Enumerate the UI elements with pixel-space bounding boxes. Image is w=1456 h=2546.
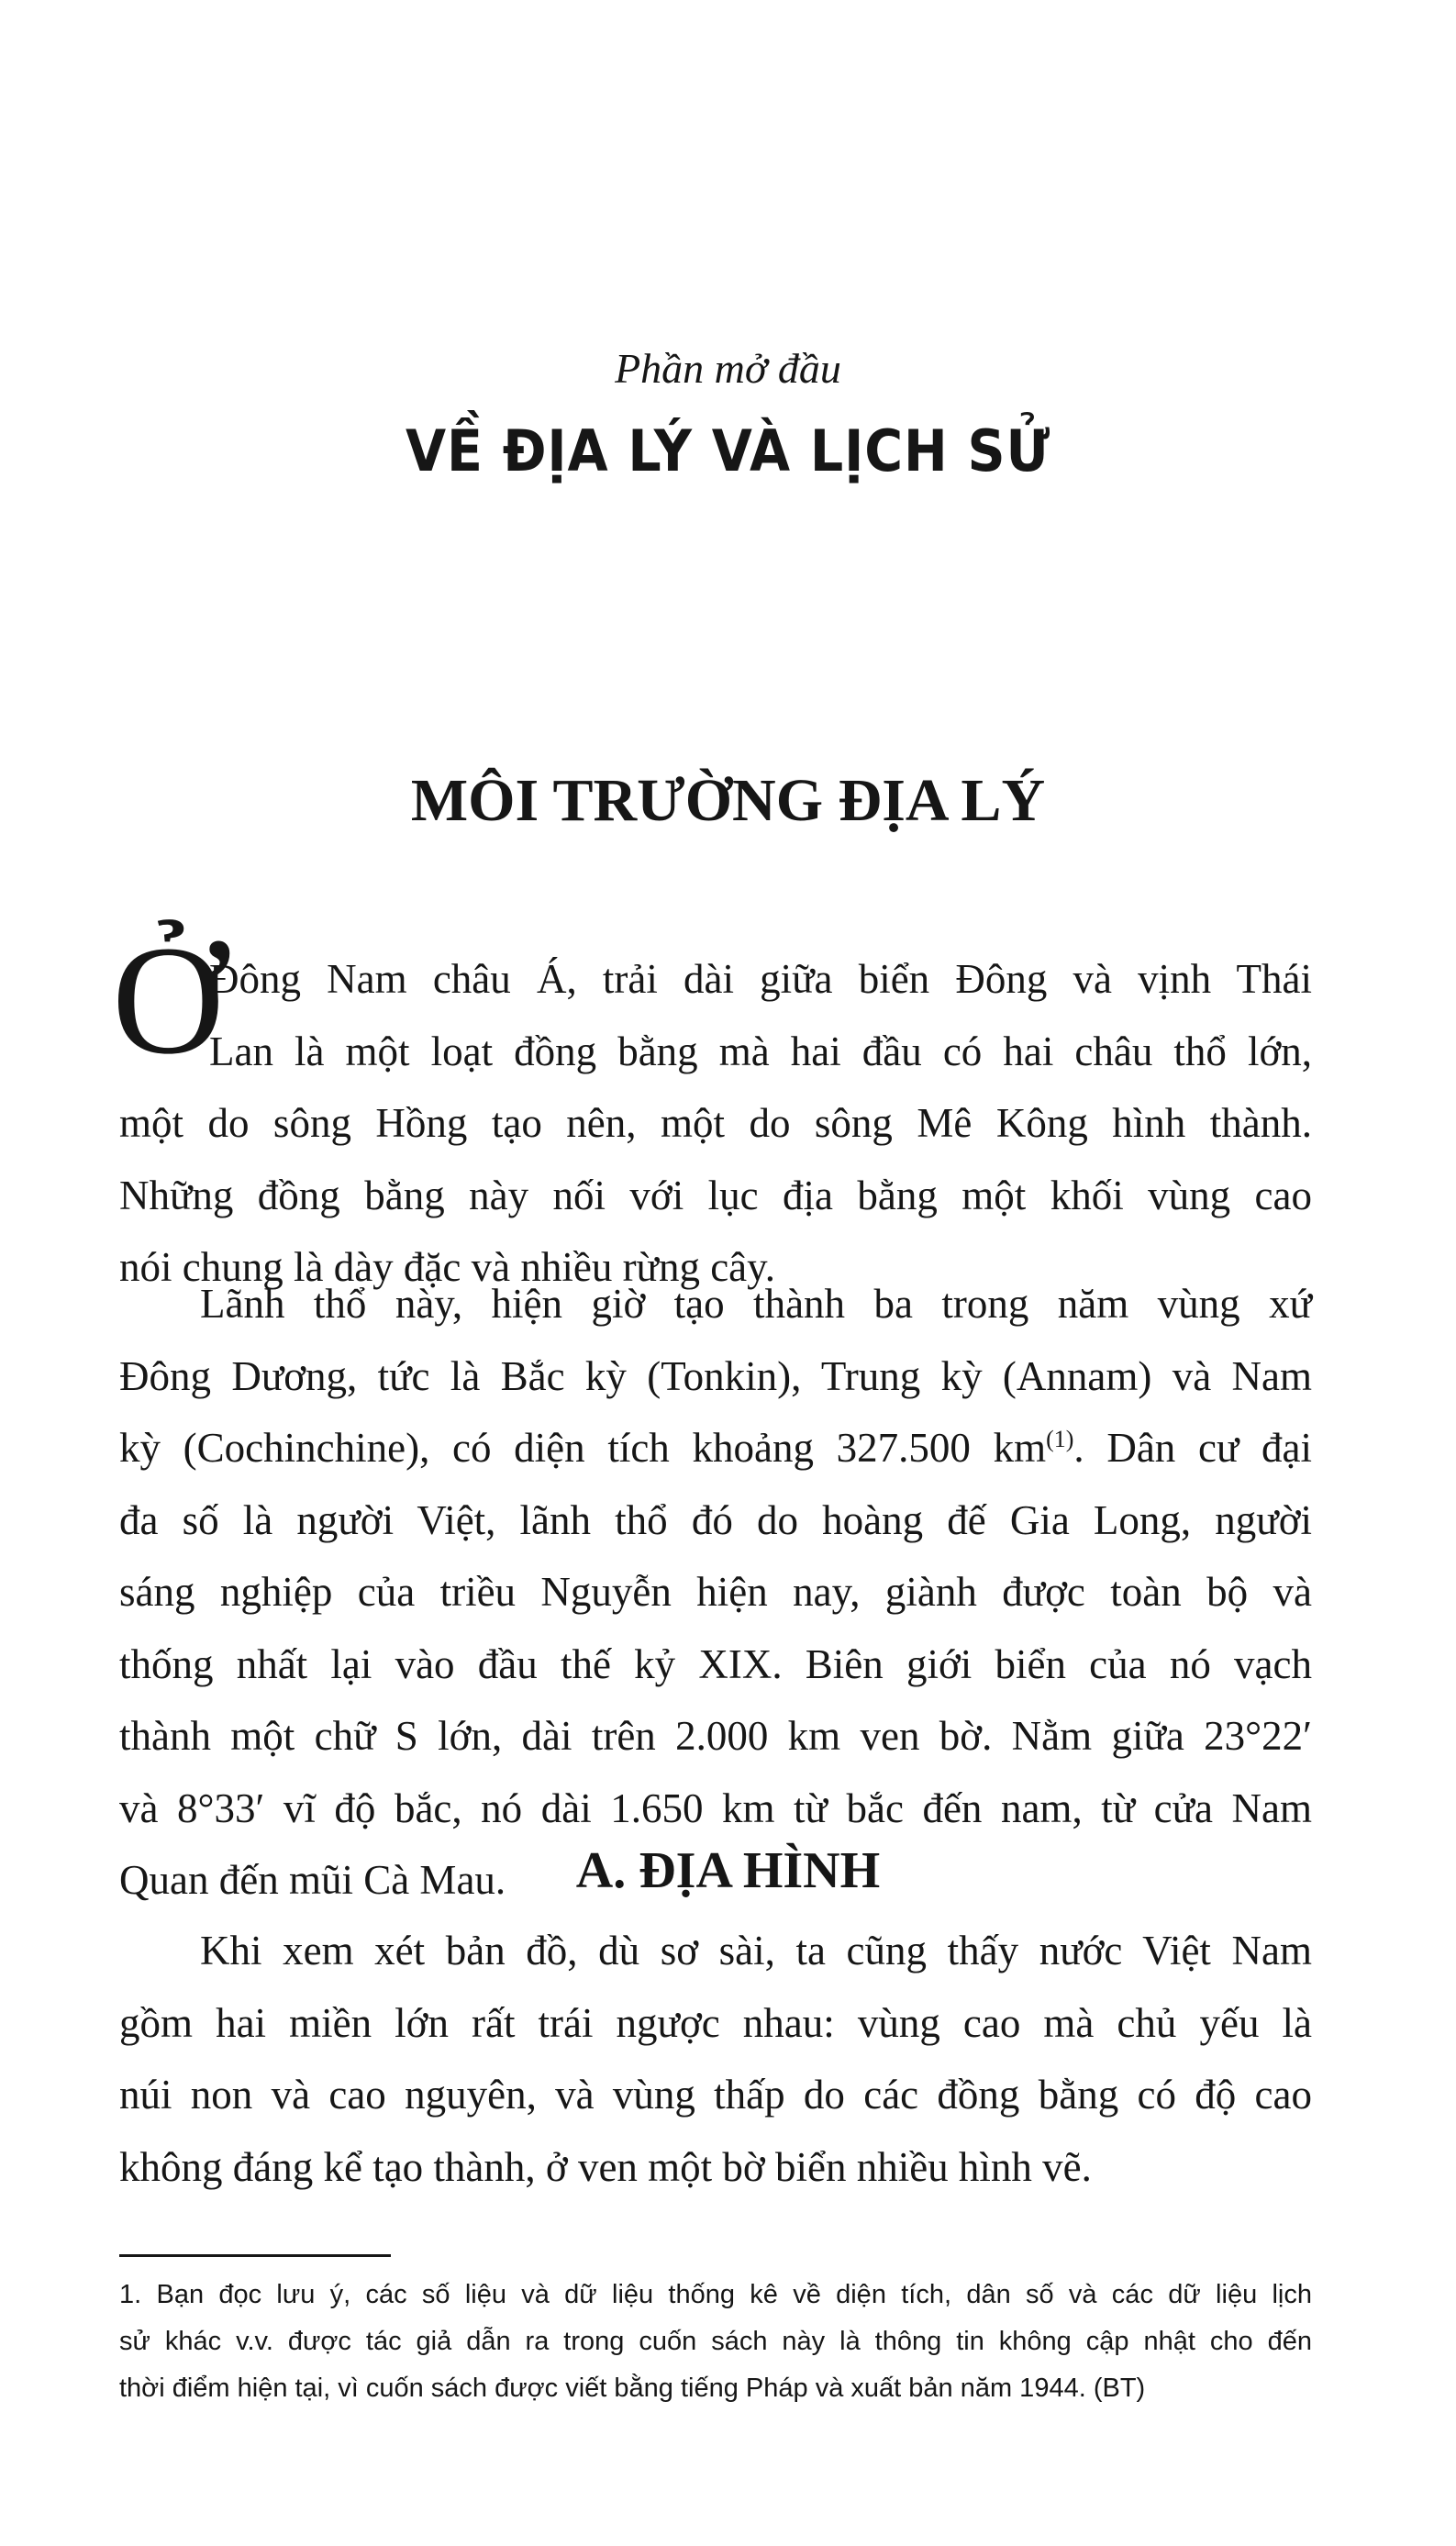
drop-cap: Ở bbox=[112, 914, 225, 1086]
footnote bbox=[119, 2272, 1312, 2412]
paragraph-1-line: một do sông Hồng tạo nên, một do sông Mê Kông hình thành. bbox=[119, 1100, 1312, 1146]
section-a-line: Khi xem xét bản đồ, dù sơ sài, ta cũng thấy nước Việt Nam bbox=[200, 1928, 1312, 1973]
section-a-title: A. ĐỊA HÌNH bbox=[575, 1842, 881, 1899]
footnote-reference: (1) bbox=[1046, 1426, 1074, 1452]
paragraph-1-line: Những đồng bằng này nối với lục địa bằng một khối vùng cao bbox=[119, 1172, 1312, 1218]
paragraph-2-line: Lãnh thổ này, hiện giờ tạo thành ba trong năm vùng xứ bbox=[200, 1281, 1312, 1327]
chapter-title: MÔI TRƯỜNG ĐỊA LÝ bbox=[410, 767, 1046, 834]
paragraph-2-line: đa số là người Việt, lãnh thổ đó do hoàng đế Gia Long, người bbox=[119, 1496, 1312, 1543]
footnote-line: sử khác v.v. được tác giả dẫn ra trong cuốn sách này là thông tin không cập nhật cho đến bbox=[119, 2327, 1312, 2356]
paragraph-1 bbox=[119, 943, 1312, 1304]
paragraph-1-line: Đông Nam châu Á, trải dài giữa biển Đông và vịnh Thái bbox=[209, 956, 1312, 1002]
footnote-line: thời điểm hiện tại, vì cuốn sách được viết bằng tiếng Pháp và xuất bản năm 1944. (BT) bbox=[119, 2374, 1146, 2403]
section-a-line: gồm hai miền lớn rất trái ngược nhau: vùng cao mà chủ yếu là bbox=[119, 1999, 1312, 2046]
footnote-line: 1. Bạn đọc lưu ý, các số liệu và dữ liệu thống kê về diện tích, dân số và các dữ liệu lịch bbox=[119, 2280, 1312, 2309]
paragraph-2-line-text: kỳ (Cochinchine), có diện tích khoảng 327.500 km bbox=[119, 1425, 1047, 1471]
paragraph-2-line-tail: . Dân cư đại bbox=[1073, 1425, 1313, 1471]
paragraph-2-line: và 8°33′ vĩ độ bắc, nó dài 1.650 km từ bắc đến nam, từ cửa Nam bbox=[119, 1784, 1312, 1831]
section-a-paragraph bbox=[119, 1915, 1312, 2203]
section-a-line: không đáng kể tạo thành, ở ven một bờ biển nhiều hình vẽ. bbox=[119, 2143, 1092, 2190]
footnote-rule bbox=[119, 2254, 391, 2257]
paragraph-2 bbox=[119, 1268, 1312, 1917]
paragraph-2-line: thành một chữ S lớn, dài trên 2.000 km ven bờ. Nằm giữa 23°22′ bbox=[119, 1713, 1312, 1759]
paragraph-1-line: Lan là một loạt đồng bằng mà hai đầu có hai châu thổ lớn, bbox=[209, 1028, 1312, 1074]
paragraph-2-line: sáng nghiệp của triều Nguyễn hiện nay, giành được toàn bộ và bbox=[119, 1569, 1312, 1615]
paragraph-2-line: thống nhất lại vào đầu thế kỷ XIX. Biên giới biển của nó vạch bbox=[119, 1640, 1312, 1687]
part-title: VỀ ĐỊA LÝ VÀ LỊCH SỬ bbox=[405, 417, 1051, 484]
paragraph-2-line bbox=[119, 1412, 1312, 1484]
section-a-line: núi non và cao nguyên, và vùng thấp do các đồng bằng có độ cao bbox=[119, 2072, 1312, 2118]
paragraph-2-line: Đông Dương, tức là Bắc kỳ (Tonkin), Trung kỳ (Annam) và Nam bbox=[119, 1352, 1312, 1399]
paragraph-1-line: nói chung là dày đặc và nhiều rừng cây. bbox=[119, 1244, 775, 1290]
part-kicker: Phần mở đầu bbox=[615, 345, 841, 392]
paragraph-2-line: Quan đến mũi Cà Mau. bbox=[119, 1857, 506, 1903]
